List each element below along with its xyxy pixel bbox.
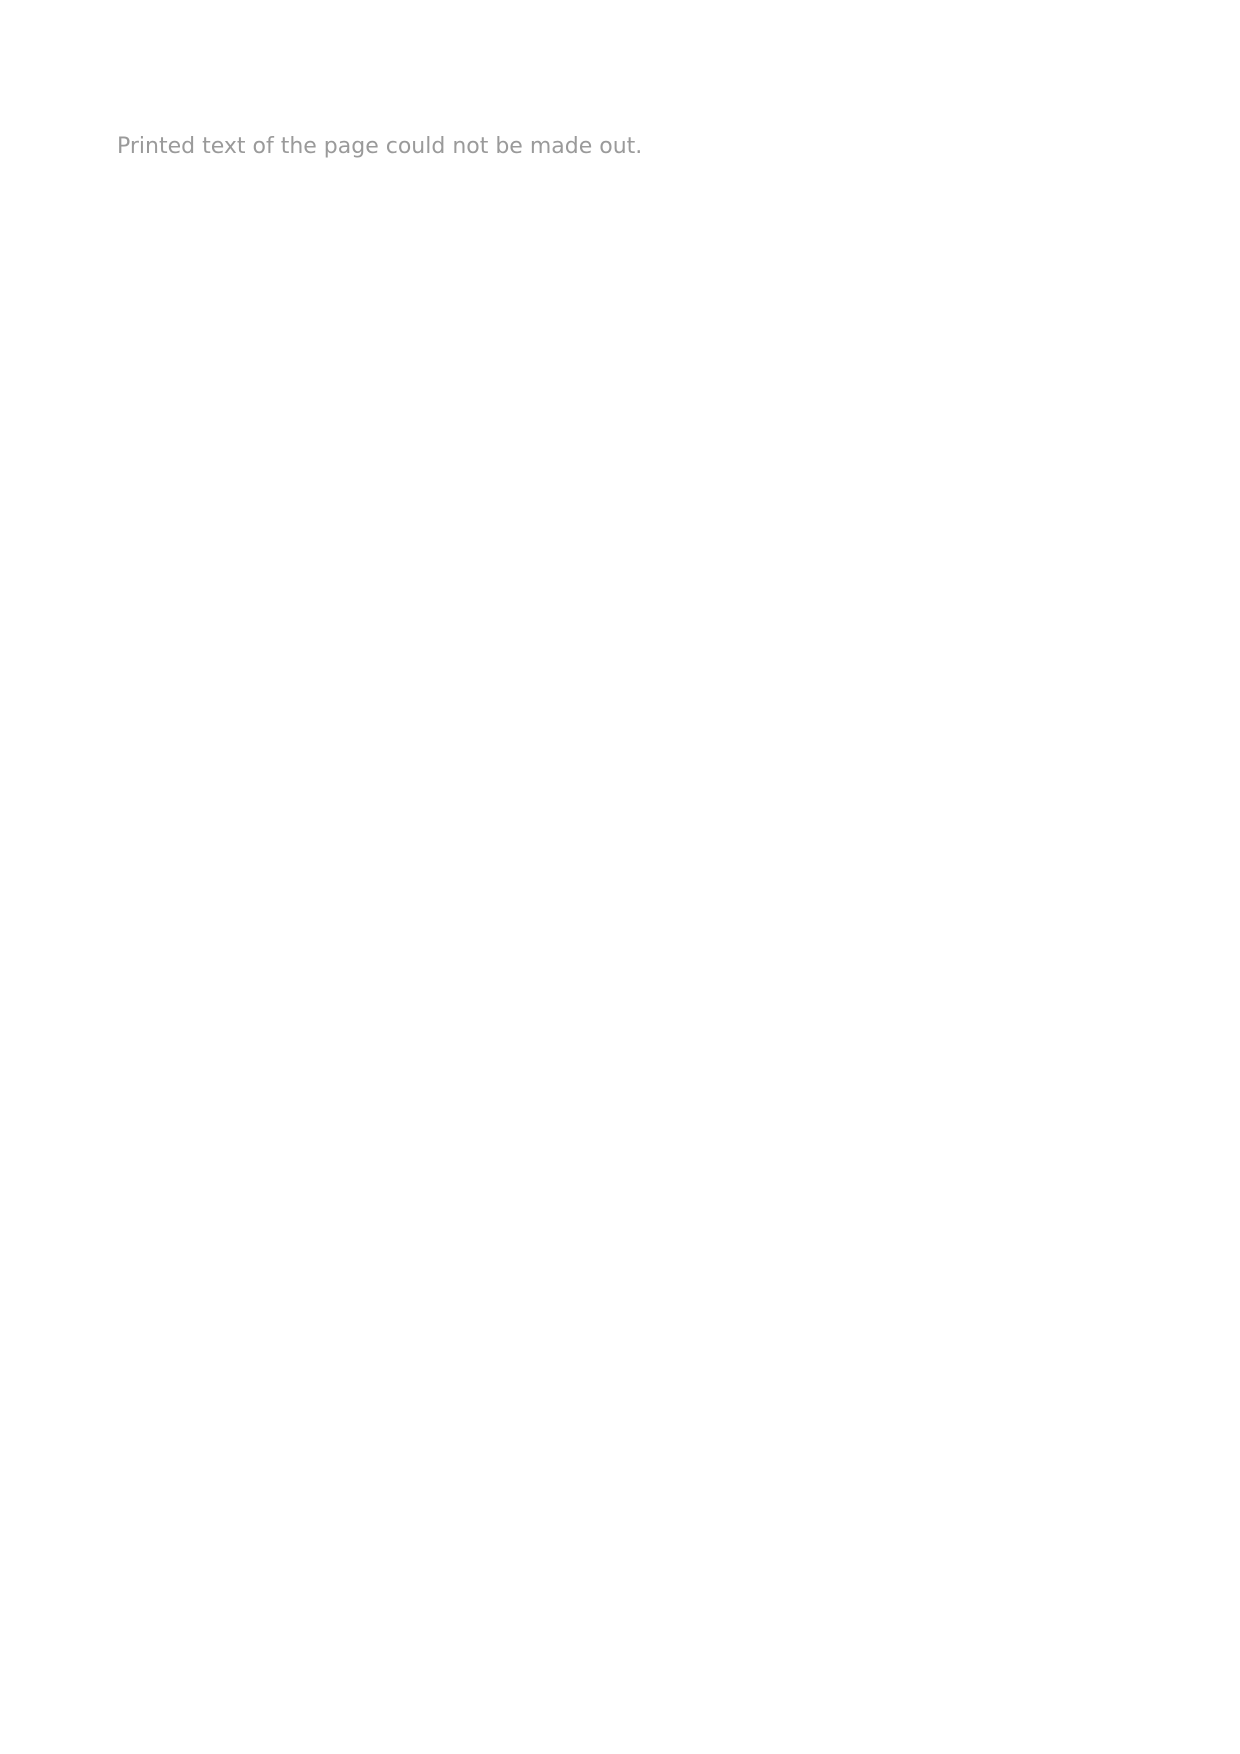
page-text: Printed text of the page could not be made out. (117, 134, 643, 159)
